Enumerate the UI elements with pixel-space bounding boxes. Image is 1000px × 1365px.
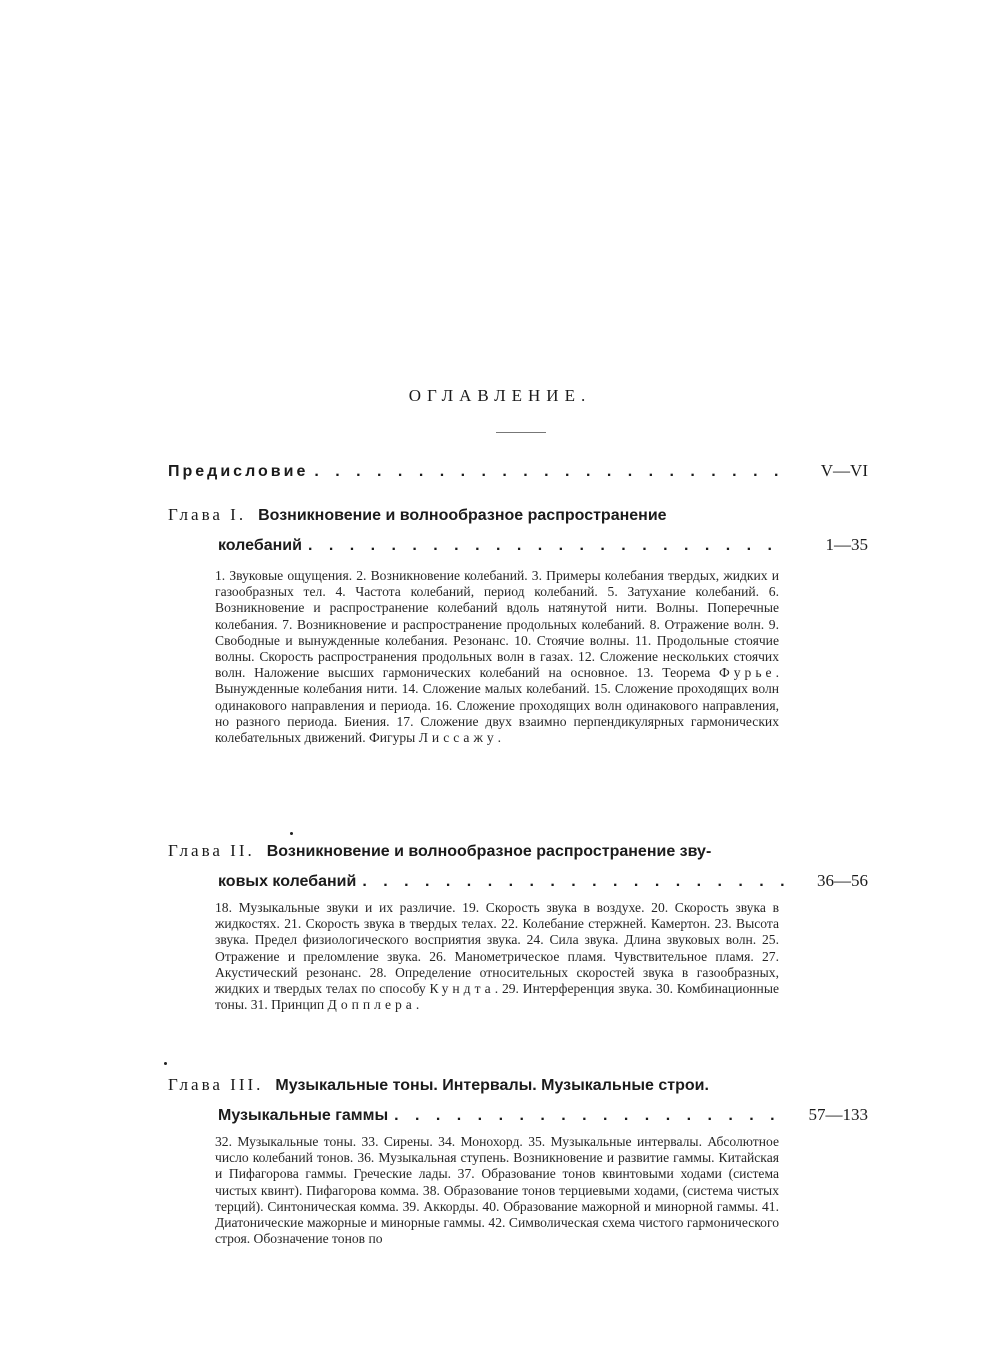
page-title: ОГЛАВЛЕНИЕ.: [408, 386, 592, 405]
chapter-title: Возникновение и волнообразное распространение: [258, 507, 667, 524]
chapter-title: Музыкальные тоны. Интервалы. Музыкальные строи.: [275, 1077, 709, 1094]
dot-leader: [314, 457, 788, 486]
name-doppler: Допплера: [327, 997, 416, 1013]
preface-title: Предисловие: [168, 463, 309, 480]
print-speck: [164, 1062, 167, 1065]
chapter-pages: 57—133: [808, 1105, 868, 1124]
chapter-title-continued: ковых колебаний: [218, 873, 357, 890]
name-fourier: Фурье: [719, 665, 776, 681]
chapter-title: Возникновение и волнообразное распространение зву-: [266, 843, 712, 860]
preface-pages: V—VI: [820, 461, 868, 480]
toc-entry-chapter-2: [168, 836, 868, 896]
chapter-1-summary: 1. Звуковые ощущения. 2. Возникновение колебаний. 3. Примеры колебания твердых, жидких и газообразных тел. 4. Частота колебаний, период колебаний. 5. Затухание колебаний. 6. Возникновение и распространение колебаний вдоль натянутой нити. Волны. Поперечные колебания. 7. Возникновение и распространение продольных колебаний. 8. Отражение волн. 9. Свободные и вынужденные колебания. Резонанс. 10. Стоячие волны. 11. Продольные стоячие волны. Скорость распространения продольных волн в газах. 12. Сложение нескольких стоячих волн. Наложение высших гармонических колебаний на основное. 13. Теорема Фурье. Вынужденные колебания нити. 14. Сложение малых колебаний. 15. Сложение проходящих волн одинакового направления и периода. 16. Сложение проходящих волн одинакового направления, но разного периода. Биения. 17. Сложение двух взаимно перпендикулярных гармонических колебательных движений. Фигуры Лиссажу.: [215, 568, 779, 746]
chapter-label: Глава II.: [168, 841, 255, 860]
toc-entry-chapter-3: [168, 1070, 868, 1130]
chapter-label: Глава I.: [168, 505, 247, 524]
chapter-pages: 1—35: [825, 535, 868, 554]
name-kundt: Кундта: [429, 981, 495, 997]
chapter-title-continued: Музыкальные гаммы: [218, 1107, 389, 1124]
chapter-label: Глава III.: [168, 1075, 264, 1094]
chapter-title-continued: колебаний: [218, 537, 302, 554]
dot-leader: [394, 1101, 788, 1130]
chapter-2-summary: 18. Музыкальные звуки и их различие. 19. Скорость звука в воздухе. 20. Скорость звука в жидкостях. 21. Скорость звука в твердых телах. 22. Колебание стержней. Камертон. 23. Высота звука. Предел физиологического восприятия звука. 24. Сила звука. Длина звуковых волн. 25. Отражение и преломление звука. 26. Манометрическое пламя. Чувствительное пламя. 27. Акустический резонанс. 28. Определение относительных скоростей звука в газообразных, жидких и твердых телах по способу Кундта. 29. Интерференция звука. 30. Комбинационные тоны. 31. Принцип Допплера.: [215, 900, 779, 1013]
toc-entry-preface: [168, 456, 868, 486]
print-speck: [290, 832, 293, 835]
name-lissajous: Лиссажу: [418, 730, 498, 746]
dot-leader: [308, 531, 788, 560]
dot-leader: [362, 867, 788, 896]
toc-entry-chapter-1: [168, 500, 868, 560]
title-divider: [496, 432, 546, 433]
chapter-3-summary: 32. Музыкальные тоны. 33. Сирены. 34. Монохорд. 35. Музыкальные интервалы. Абсолютное число колебаний тонов. 36. Музыкальная ступень. Возникновение и развитие гаммы. Китайская и Пифагорова гаммы. Греческие лады. 37. Образование тонов квинтовыми ходами (система чистых квинт). Пифагорова комма. 38. Образование тонов терциевыми ходами, (система чистых терций). Синтоническая комма. 39. Аккорды. 40. Образование мажорной и минорной гаммы. 41. Диатонические мажорные и минорные гаммы. 42. Символическая схема чистого гармонического строя. Обозначение тонов по: [215, 1134, 779, 1247]
chapter-pages: 36—56: [817, 871, 868, 890]
